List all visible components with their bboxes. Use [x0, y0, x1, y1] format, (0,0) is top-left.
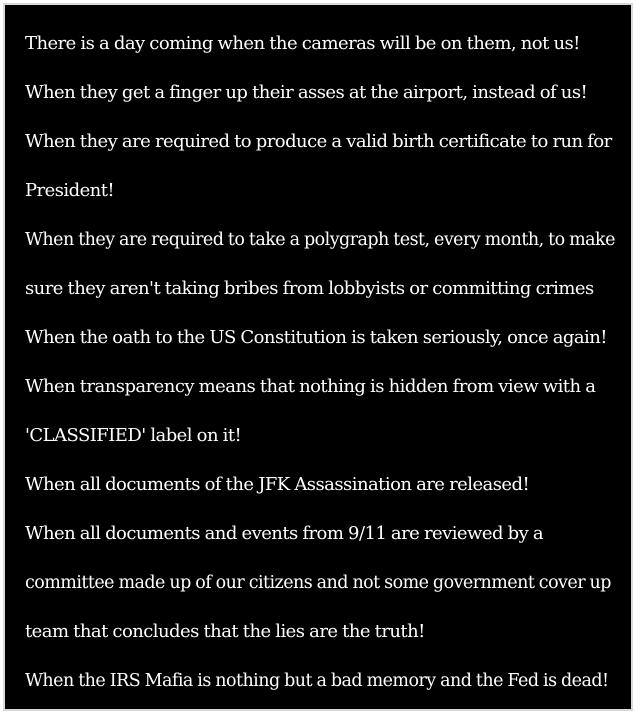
- text-line: committee made up of our citizens and not some government cover up: [25, 573, 611, 593]
- text-line: When they are required to take a polygraph test, every month, to make: [25, 230, 615, 250]
- text-line: When transparency means that nothing is hidden from view with a: [25, 376, 596, 397]
- text-line: team that concludes that the lies are the truth!: [25, 621, 425, 642]
- text-line: When all documents and events from 9/11 are reviewed by a: [25, 523, 544, 544]
- text-line: When the IRS Mafia is nothing but a bad memory and the Fed is dead!: [25, 671, 609, 691]
- text-line: President!: [25, 180, 115, 201]
- text-lines: [25, 29, 621, 715]
- text-line: There is a day coming when the cameras will be on them, not us!: [25, 33, 580, 54]
- text-line: When all documents of the JFK Assassination are released!: [25, 474, 530, 495]
- text-line: When the oath to the US Constitution is taken seriously, once again!: [25, 327, 607, 348]
- text-line: 'CLASSIFIED' label on it!: [25, 425, 242, 446]
- text-line: sure they aren't taking bribes from lobbyists or committing crimes: [25, 278, 594, 299]
- text-panel: [3, 3, 633, 711]
- text-line: When they are required to produce a valid birth certificate to run for: [25, 131, 612, 152]
- text-line: When they get a finger up their asses at the airport, instead of us!: [25, 82, 588, 103]
